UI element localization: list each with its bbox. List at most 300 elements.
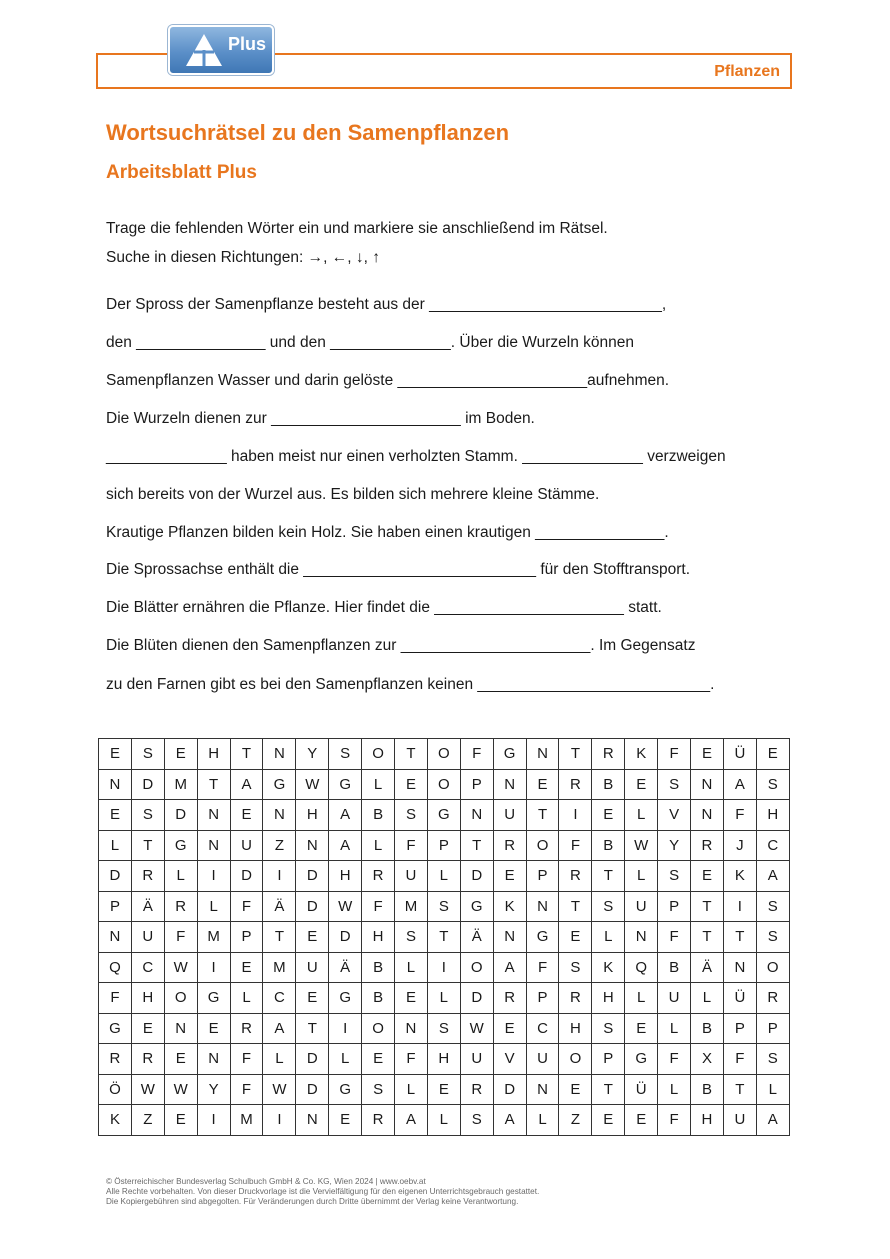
cloze-line: zu den Farnen gibt es bei den Samenpflanzen keinen ___________________________. [106,676,715,693]
puzzle-cell[interactable]: L [625,861,658,892]
puzzle-cell[interactable]: A [756,1105,789,1136]
puzzle-cell[interactable]: T [263,922,296,953]
puzzle-cell[interactable]: B [362,800,395,831]
puzzle-cell[interactable]: Q [99,952,132,983]
puzzle-cell[interactable]: E [197,1013,230,1044]
footer-line: © Österreichischer Bundesverlag Schulbuch GmbH & Co. KG, Wien 2024 | www.oebv.at [106,1177,426,1186]
puzzle-cell[interactable]: U [625,891,658,922]
puzzle-cell[interactable]: Q [625,952,658,983]
puzzle-cell[interactable]: S [460,1105,493,1136]
puzzle-cell[interactable]: Y [197,1074,230,1105]
puzzle-cell[interactable]: T [230,739,263,770]
puzzle-cell[interactable]: L [658,1074,691,1105]
puzzle-cell[interactable]: Ä [691,952,724,983]
puzzle-cell[interactable]: N [263,800,296,831]
puzzle-cell[interactable]: W [164,952,197,983]
puzzle-cell[interactable]: M [197,922,230,953]
puzzle-cell[interactable]: H [427,1044,460,1075]
puzzle-cell[interactable]: N [691,769,724,800]
puzzle-cell[interactable]: L [99,830,132,861]
puzzle-cell[interactable]: R [493,830,526,861]
puzzle-cell[interactable]: S [559,952,592,983]
puzzle-cell[interactable]: P [526,861,559,892]
puzzle-cell[interactable]: S [592,1013,625,1044]
puzzle-cell[interactable]: P [99,891,132,922]
puzzle-cell[interactable]: F [395,830,428,861]
footer-line: Alle Rechte vorbehalten. Von dieser Druckvorlage ist die Vervielfältigung für den eigenen Unterrichtsgebrauch gestattet. [106,1187,540,1196]
puzzle-cell[interactable]: L [230,983,263,1014]
puzzle-cell[interactable]: A [493,952,526,983]
puzzle-cell[interactable]: C [526,1013,559,1044]
puzzle-cell[interactable]: L [395,1074,428,1105]
puzzle-cell[interactable]: N [395,1013,428,1044]
puzzle-cell[interactable]: P [658,891,691,922]
puzzle-cell[interactable]: D [296,1044,329,1075]
puzzle-cell[interactable]: B [362,952,395,983]
puzzle-cell[interactable]: E [493,1013,526,1044]
puzzle-cell[interactable]: G [329,769,362,800]
puzzle-cell[interactable]: N [296,1105,329,1136]
puzzle-cell[interactable]: T [559,891,592,922]
puzzle-cell[interactable]: T [592,861,625,892]
puzzle-cell[interactable]: M [164,769,197,800]
puzzle-cell[interactable]: F [164,922,197,953]
puzzle-cell[interactable]: E [625,1105,658,1136]
page-title: Wortsuchrätsel zu den Samenpflanzen [106,120,510,145]
cloze-line: Krautige Pflanzen bilden kein Holz. Sie haben einen krautigen _______________. [106,524,669,541]
puzzle-cell[interactable]: E [625,769,658,800]
plus-logo [168,25,274,75]
puzzle-cell[interactable]: E [559,922,592,953]
puzzle-cell[interactable]: S [592,891,625,922]
puzzle-cell[interactable]: F [658,739,691,770]
puzzle-row [99,1044,790,1075]
puzzle-cell[interactable]: G [329,1074,362,1105]
puzzle-cell[interactable]: E [559,1074,592,1105]
puzzle-cell[interactable]: E [164,1105,197,1136]
puzzle-cell[interactable]: T [131,830,164,861]
puzzle-cell[interactable]: F [526,952,559,983]
puzzle-cell[interactable]: H [296,800,329,831]
section-label: Pflanzen [714,63,780,80]
puzzle-row [99,1074,790,1105]
puzzle-cell[interactable]: U [723,1105,756,1136]
puzzle-cell[interactable]: E [99,800,132,831]
puzzle-cell[interactable]: E [526,769,559,800]
puzzle-cell[interactable]: S [658,769,691,800]
puzzle-cell[interactable]: Z [131,1105,164,1136]
cloze-line: Samenpflanzen Wasser und darin gelöste ______________________aufnehmen. [106,372,670,389]
puzzle-cell[interactable]: G [427,800,460,831]
puzzle-cell[interactable]: F [723,800,756,831]
puzzle-cell[interactable]: H [362,922,395,953]
puzzle-cell[interactable]: O [427,739,460,770]
puzzle-cell[interactable]: N [164,1013,197,1044]
puzzle-cell[interactable]: D [493,1074,526,1105]
puzzle-cell[interactable]: I [559,800,592,831]
puzzle-cell[interactable]: B [658,952,691,983]
puzzle-cell[interactable]: E [592,800,625,831]
puzzle-cell[interactable]: P [526,983,559,1014]
puzzle-cell[interactable]: O [427,769,460,800]
puzzle-cell[interactable]: P [460,769,493,800]
puzzle-cell[interactable]: R [559,983,592,1014]
puzzle-cell[interactable]: T [723,1074,756,1105]
puzzle-cell[interactable]: W [263,1074,296,1105]
puzzle-cell[interactable]: Ä [460,922,493,953]
puzzle-cell[interactable]: Ä [131,891,164,922]
puzzle-cell[interactable]: E [164,1044,197,1075]
puzzle-cell[interactable]: I [197,861,230,892]
puzzle-cell[interactable]: F [658,922,691,953]
puzzle-cell[interactable]: R [756,983,789,1014]
puzzle-cell[interactable]: K [625,739,658,770]
puzzle-cell[interactable]: F [658,1105,691,1136]
puzzle-cell[interactable]: S [756,769,789,800]
puzzle-cell[interactable]: T [592,1074,625,1105]
puzzle-cell[interactable]: Z [559,1105,592,1136]
puzzle-cell[interactable]: D [131,769,164,800]
puzzle-cell[interactable]: G [526,922,559,953]
puzzle-cell[interactable]: F [230,1074,263,1105]
puzzle-cell[interactable]: C [131,952,164,983]
puzzle-cell[interactable]: N [99,922,132,953]
puzzle-cell[interactable]: B [691,1013,724,1044]
puzzle-row [99,922,790,953]
puzzle-row [99,830,790,861]
puzzle-cell[interactable]: I [723,891,756,922]
puzzle-cell[interactable]: W [164,1074,197,1105]
puzzle-cell[interactable]: N [493,769,526,800]
puzzle-cell[interactable]: H [131,983,164,1014]
puzzle-cell[interactable]: O [559,1044,592,1075]
puzzle-cell[interactable]: N [526,1074,559,1105]
puzzle-cell[interactable]: M [395,891,428,922]
puzzle-cell[interactable]: N [197,830,230,861]
puzzle-cell[interactable]: S [362,1074,395,1105]
puzzle-cell[interactable]: E [296,922,329,953]
puzzle-cell[interactable]: E [592,1105,625,1136]
puzzle-row [99,861,790,892]
puzzle-cell[interactable]: T [395,739,428,770]
puzzle-cell[interactable]: F [230,1044,263,1075]
puzzle-cell[interactable]: W [625,830,658,861]
puzzle-cell[interactable]: P [723,1013,756,1044]
puzzle-cell[interactable]: M [230,1105,263,1136]
puzzle-cell[interactable]: K [99,1105,132,1136]
puzzle-cell[interactable]: R [99,1044,132,1075]
puzzle-cell[interactable]: S [756,1044,789,1075]
puzzle-cell[interactable]: K [493,891,526,922]
puzzle-cell[interactable]: T [723,922,756,953]
puzzle-cell[interactable]: L [625,800,658,831]
puzzle-cell[interactable]: I [329,1013,362,1044]
puzzle-cell[interactable]: B [592,769,625,800]
puzzle-cell[interactable]: F [362,891,395,922]
puzzle-cell[interactable]: D [296,861,329,892]
puzzle-cell[interactable]: W [131,1074,164,1105]
cloze-line: den _______________ und den ______________. Über die Wurzeln können [106,334,635,351]
puzzle-cell[interactable]: N [197,1044,230,1075]
puzzle-cell[interactable]: R [691,830,724,861]
puzzle-cell[interactable]: P [427,830,460,861]
puzzle-cell[interactable]: A [263,1013,296,1044]
instruction-line: Trage die fehlenden Wörter ein und markiere sie anschließend im Rätsel. [106,220,608,237]
puzzle-cell[interactable]: L [329,1044,362,1075]
puzzle-cell[interactable]: X [691,1044,724,1075]
cloze-line: Die Blätter ernähren die Pflanze. Hier findet die ______________________ statt. [106,599,662,616]
puzzle-cell[interactable]: L [427,861,460,892]
puzzle-cell[interactable]: A [329,830,362,861]
puzzle-cell[interactable]: D [460,861,493,892]
puzzle-cell[interactable]: S [427,1013,460,1044]
puzzle-cell[interactable]: N [526,891,559,922]
puzzle-cell[interactable]: E [230,800,263,831]
puzzle-cell[interactable]: N [296,830,329,861]
puzzle-cell[interactable]: L [592,922,625,953]
puzzle-cell[interactable]: E [395,769,428,800]
puzzle-cell[interactable]: T [559,739,592,770]
copyright-footer [106,1177,539,1207]
puzzle-cell[interactable]: D [230,861,263,892]
puzzle-cell[interactable]: Ü [723,739,756,770]
puzzle-cell[interactable]: T [197,769,230,800]
puzzle-cell[interactable]: V [658,800,691,831]
puzzle-cell[interactable]: O [362,739,395,770]
puzzle-cell[interactable]: E [691,861,724,892]
puzzle-cell[interactable]: L [691,983,724,1014]
puzzle-cell[interactable]: R [559,861,592,892]
puzzle-cell[interactable]: D [164,800,197,831]
puzzle-cell[interactable]: E [99,739,132,770]
puzzle-cell[interactable]: E [329,1105,362,1136]
puzzle-cell[interactable]: N [493,922,526,953]
puzzle-cell[interactable]: I [427,952,460,983]
puzzle-cell[interactable]: V [493,1044,526,1075]
page-subtitle: Arbeitsblatt Plus [106,162,257,183]
puzzle-cell[interactable]: L [658,1013,691,1044]
puzzle-cell[interactable]: R [362,861,395,892]
cloze-line: Die Blüten dienen den Samenpflanzen zur ______________________. Im Gegensatz [106,637,696,654]
puzzle-cell[interactable]: G [197,983,230,1014]
puzzle-cell[interactable]: U [526,1044,559,1075]
puzzle-cell[interactable]: F [723,1044,756,1075]
puzzle-cell[interactable]: N [197,800,230,831]
puzzle-cell[interactable]: H [691,1105,724,1136]
puzzle-cell[interactable]: I [263,861,296,892]
puzzle-cell[interactable]: A [723,769,756,800]
puzzle-cell[interactable]: S [395,800,428,831]
puzzle-cell[interactable]: U [460,1044,493,1075]
puzzle-cell[interactable]: S [756,891,789,922]
puzzle-cell[interactable]: Ä [329,952,362,983]
puzzle-row [99,891,790,922]
puzzle-cell[interactable]: E [131,1013,164,1044]
puzzle-cell[interactable]: A [493,1105,526,1136]
puzzle-cell[interactable]: L [362,830,395,861]
puzzle-cell[interactable]: G [625,1044,658,1075]
puzzle-cell[interactable]: H [197,739,230,770]
puzzle-cell[interactable]: N [460,800,493,831]
puzzle-cell[interactable]: T [427,922,460,953]
puzzle-cell[interactable]: L [427,983,460,1014]
puzzle-cell[interactable]: B [362,983,395,1014]
puzzle-cell[interactable]: W [329,891,362,922]
puzzle-cell[interactable]: S [131,800,164,831]
puzzle-cell[interactable]: L [756,1074,789,1105]
puzzle-cell[interactable]: G [263,769,296,800]
puzzle-cell[interactable]: U [131,922,164,953]
puzzle-cell[interactable]: G [460,891,493,922]
puzzle-cell[interactable]: G [493,739,526,770]
puzzle-cell[interactable]: N [99,769,132,800]
puzzle-cell[interactable]: E [625,1013,658,1044]
puzzle-cell[interactable]: A [756,861,789,892]
puzzle-cell[interactable]: Ü [723,983,756,1014]
puzzle-cell[interactable]: U [493,800,526,831]
puzzle-cell[interactable]: I [197,1105,230,1136]
puzzle-cell[interactable]: Z [263,830,296,861]
puzzle-cell[interactable]: R [460,1074,493,1105]
puzzle-cell[interactable]: F [658,1044,691,1075]
puzzle-row [99,983,790,1014]
puzzle-cell[interactable]: D [99,861,132,892]
puzzle-cell[interactable]: F [559,830,592,861]
puzzle-cell[interactable]: A [230,769,263,800]
footer-line: Die Kopiergebühren sind abgegolten. Für Veränderungen durch Dritte übernimmt der Verlag keine Verantwortung. [106,1197,519,1206]
puzzle-cell[interactable]: R [559,769,592,800]
puzzle-cell[interactable]: P [756,1013,789,1044]
puzzle-cell[interactable]: G [99,1013,132,1044]
puzzle-cell[interactable]: W [296,769,329,800]
puzzle-cell[interactable]: E [493,861,526,892]
puzzle-cell[interactable]: T [691,922,724,953]
puzzle-cell[interactable]: T [691,891,724,922]
puzzle-cell[interactable]: H [592,983,625,1014]
puzzle-cell[interactable]: S [756,922,789,953]
puzzle-cell[interactable]: T [460,830,493,861]
puzzle-cell[interactable]: F [99,983,132,1014]
puzzle-cell[interactable]: C [263,983,296,1014]
puzzle-cell[interactable]: E [230,952,263,983]
puzzle-cell[interactable]: L [526,1105,559,1136]
puzzle-cell[interactable]: L [164,861,197,892]
puzzle-cell[interactable]: O [164,983,197,1014]
puzzle-cell[interactable]: G [164,830,197,861]
puzzle-cell[interactable]: F [395,1044,428,1075]
logo-text: Plus [228,34,267,54]
puzzle-cell[interactable]: Ö [99,1074,132,1105]
puzzle-cell[interactable]: H [559,1013,592,1044]
puzzle-cell[interactable]: O [362,1013,395,1044]
puzzle-cell[interactable]: H [329,861,362,892]
puzzle-cell[interactable]: P [592,1044,625,1075]
puzzle-cell[interactable]: F [460,739,493,770]
puzzle-row [99,769,790,800]
puzzle-cell[interactable]: Y [296,739,329,770]
puzzle-cell[interactable]: S [427,891,460,922]
puzzle-cell[interactable]: B [592,830,625,861]
puzzle-cell[interactable]: D [460,983,493,1014]
puzzle-cell[interactable]: I [197,952,230,983]
puzzle-cell[interactable]: U [230,830,263,861]
puzzle-cell[interactable]: T [526,800,559,831]
puzzle-cell[interactable]: E [164,739,197,770]
puzzle-cell[interactable]: K [592,952,625,983]
puzzle-cell[interactable]: T [296,1013,329,1044]
puzzle-cell[interactable]: E [756,739,789,770]
puzzle-cell[interactable]: W [460,1013,493,1044]
puzzle-cell[interactable]: L [625,983,658,1014]
puzzle-cell[interactable]: E [395,983,428,1014]
puzzle-cell[interactable]: J [723,830,756,861]
puzzle-cell[interactable]: U [658,983,691,1014]
puzzle-cell[interactable]: R [493,983,526,1014]
puzzle-cell[interactable]: D [296,891,329,922]
puzzle-cell[interactable]: M [263,952,296,983]
puzzle-cell[interactable]: R [131,1044,164,1075]
puzzle-cell[interactable]: R [362,1105,395,1136]
triangle-logo-icon [184,32,224,68]
puzzle-cell[interactable]: O [526,830,559,861]
puzzle-cell[interactable]: H [756,800,789,831]
puzzle-cell[interactable]: S [395,922,428,953]
puzzle-cell[interactable]: E [691,739,724,770]
puzzle-cell[interactable]: Y [658,830,691,861]
puzzle-row [99,1013,790,1044]
puzzle-cell[interactable]: A [395,1105,428,1136]
puzzle-cell[interactable]: U [296,952,329,983]
puzzle-cell[interactable]: B [691,1074,724,1105]
puzzle-cell[interactable]: D [329,922,362,953]
puzzle-cell[interactable]: K [723,861,756,892]
puzzle-cell[interactable]: Ä [263,891,296,922]
puzzle-cell[interactable]: A [329,800,362,831]
puzzle-cell[interactable]: O [460,952,493,983]
puzzle-cell[interactable]: L [362,769,395,800]
puzzle-cell[interactable]: N [625,922,658,953]
puzzle-cell[interactable]: U [395,861,428,892]
puzzle-cell[interactable]: R [164,891,197,922]
puzzle-cell[interactable]: E [427,1074,460,1105]
puzzle-cell[interactable]: E [296,983,329,1014]
puzzle-cell[interactable]: L [263,1044,296,1075]
puzzle-cell[interactable]: S [329,739,362,770]
puzzle-cell[interactable]: S [131,739,164,770]
puzzle-cell[interactable]: N [691,800,724,831]
puzzle-cell[interactable]: R [131,861,164,892]
puzzle-cell[interactable]: N [526,739,559,770]
puzzle-cell[interactable]: N [263,739,296,770]
puzzle-cell[interactable]: L [197,891,230,922]
puzzle-cell[interactable]: R [230,1013,263,1044]
puzzle-cell[interactable]: N [723,952,756,983]
puzzle-cell[interactable]: I [263,1105,296,1136]
puzzle-cell[interactable]: E [362,1044,395,1075]
puzzle-cell[interactable]: R [592,739,625,770]
puzzle-cell[interactable]: C [756,830,789,861]
puzzle-cell[interactable]: D [296,1074,329,1105]
puzzle-cell[interactable]: L [427,1105,460,1136]
puzzle-cell[interactable]: Ü [625,1074,658,1105]
puzzle-row [99,739,790,770]
puzzle-cell[interactable]: F [230,891,263,922]
puzzle-cell[interactable]: S [658,861,691,892]
puzzle-cell[interactable]: O [756,952,789,983]
puzzle-cell[interactable]: L [395,952,428,983]
puzzle-cell[interactable]: P [230,922,263,953]
puzzle-cell[interactable]: G [329,983,362,1014]
